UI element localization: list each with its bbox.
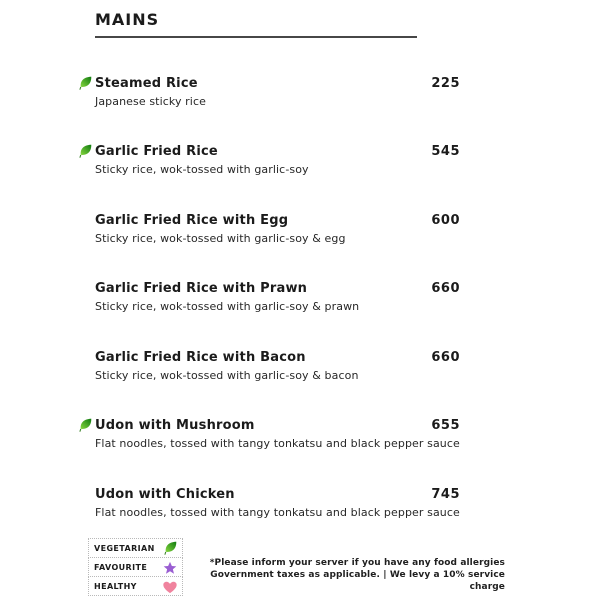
leaf-icon [78,144,92,159]
item-description: Sticky rice, wok-tossed with garlic-soy & prawn [95,300,360,313]
legend-label: HEALTHY [94,582,137,591]
title-underline [95,36,417,38]
item-description: Flat noodles, tossed with tangy tonkatsu and black pepper sauce [95,506,460,519]
item-description: Sticky rice, wok-tossed with garlic-soy & egg [95,232,346,245]
item-price: 745 [431,487,460,502]
legend-row-vegetarian [88,538,183,558]
menu-item [78,76,460,108]
item-price: 660 [431,350,460,365]
item-price: 660 [431,281,460,296]
item-name: Garlic Fried Rice with Egg [95,213,289,228]
menu-item-head [78,144,460,159]
page-header [95,10,417,29]
tax-note: Government taxes as applicable. | We levy a 10% service charge [210,570,505,592]
item-description: Flat noodles, tossed with tangy tonkatsu and black pepper sauce [95,437,460,450]
legend-row-healthy [88,576,183,596]
item-name: Udon with Mushroom [95,418,255,433]
item-name: Garlic Fried Rice with Prawn [95,281,308,296]
menu-item-head [78,76,460,91]
menu-item [78,350,460,382]
leaf-icon [78,418,92,433]
menu-item [78,487,460,519]
menu-item [78,144,460,176]
item-description: Sticky rice, wok-tossed with garlic-soy [95,163,309,176]
menu-item-head [78,487,460,502]
item-name: Garlic Fried Rice with Bacon [95,350,306,365]
item-price: 600 [431,213,460,228]
item-name: Udon with Chicken [95,487,235,502]
item-description: Japanese sticky rice [95,95,206,108]
menu-item [78,213,460,245]
menu-item-head [78,418,460,433]
legend-row-favourite [88,557,183,577]
star-icon [163,560,177,574]
leaf-icon [78,76,92,91]
legend [88,538,183,596]
legend-label: FAVOURITE [94,563,148,572]
item-price: 655 [431,418,460,433]
legend-label: VEGETARIAN [94,544,155,553]
menu-item [78,281,460,313]
item-description: Sticky rice, wok-tossed with garlic-soy & bacon [95,369,359,382]
leaf-icon [163,541,177,555]
footer-note [205,557,505,593]
heart-icon [163,579,177,593]
item-price: 225 [431,76,460,91]
menu-item-head [78,213,460,228]
allergy-note: *Please inform your server if you have any food allergies [209,558,505,568]
item-name: Steamed Rice [95,76,198,91]
menu-item-head [78,350,460,365]
item-price: 545 [431,144,460,159]
menu-item [78,418,460,450]
menu-item-head [78,281,460,296]
item-name: Garlic Fried Rice [95,144,218,159]
page-title: MAINS [95,10,160,29]
